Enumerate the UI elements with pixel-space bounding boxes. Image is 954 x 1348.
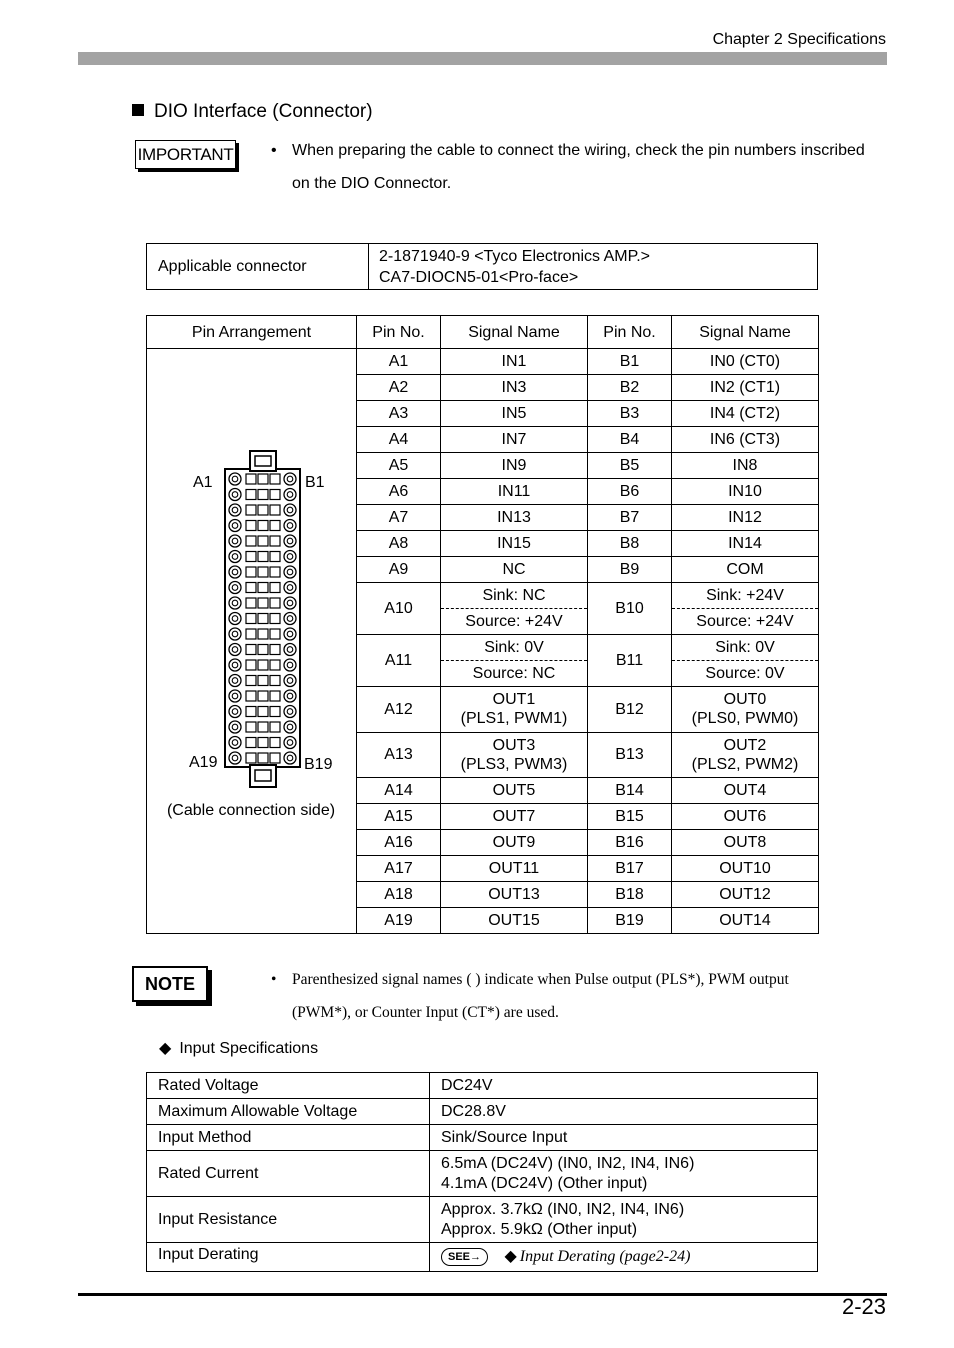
spec-value: DC28.8V xyxy=(430,1099,818,1125)
pin-slot xyxy=(258,738,268,748)
pin-a-contact-inner xyxy=(232,523,238,529)
connector-label: Applicable connector xyxy=(147,244,369,290)
see-reference-icon xyxy=(441,1248,488,1266)
pin-a-contact-inner xyxy=(232,755,238,761)
note-line-1: Parenthesized signal names ( ) indicate when Pulse output (PLS*), PWM output xyxy=(292,971,789,988)
pin-b-contact-inner xyxy=(287,554,293,560)
pin-a: A5 xyxy=(357,453,441,479)
label-a19: A19 xyxy=(189,754,218,771)
signal-a: OUT11 xyxy=(441,855,588,881)
note-badge: NOTE xyxy=(132,966,208,1002)
signal-a-sink: Sink: NC xyxy=(441,583,587,609)
signal-a: OUT15 xyxy=(441,907,588,933)
signal-b-source: Source: +24V xyxy=(696,613,794,631)
bullet-dot: • xyxy=(271,971,277,988)
pin-b-contact-inner xyxy=(287,507,293,513)
pin-slot xyxy=(270,691,280,701)
pin-slot xyxy=(258,521,268,531)
diamond-icon: ◆ xyxy=(504,1248,517,1265)
pin-a: A14 xyxy=(357,777,441,803)
pin-b: B4 xyxy=(588,427,672,453)
pin-a: A4 xyxy=(357,427,441,453)
pin-slot xyxy=(258,567,268,577)
spec-value-line-1: Approx. 3.7kΩ (IN0, IN2, IN4, IN6) xyxy=(441,1200,685,1218)
connector-value-line-2: CA7-DIOCN5-01<Pro-face> xyxy=(379,268,579,286)
pin-slot xyxy=(246,645,256,655)
pin-a-contact-inner xyxy=(232,616,238,622)
signal-b-line-2: (PLS2, PWM2) xyxy=(691,755,799,773)
spec-label: Maximum Allowable Voltage xyxy=(147,1099,430,1125)
input-spec-heading-text: Input Specifications xyxy=(179,1040,319,1057)
signal-b: IN6 (CT3) xyxy=(672,427,819,453)
pin-slot xyxy=(246,536,256,546)
pin-b-contact-inner xyxy=(287,740,293,746)
signal-b: IN4 (CT2) xyxy=(672,401,819,427)
connector-diagram xyxy=(220,449,306,799)
signal-b-split xyxy=(672,635,819,687)
pin-slot xyxy=(270,722,280,732)
note-text xyxy=(271,963,852,1029)
pin-slot xyxy=(258,645,268,655)
connector-table xyxy=(146,243,818,290)
section-title xyxy=(132,101,373,123)
signal-a: OUT5 xyxy=(441,777,588,803)
pin-b-contact-inner xyxy=(287,523,293,529)
signal-a: IN15 xyxy=(441,531,588,557)
pin-b-contact-inner xyxy=(287,476,293,482)
signal-b-sink: Sink: +24V xyxy=(672,583,818,609)
important-line-2: on the DIO Connector. xyxy=(292,175,452,192)
header-pin-arrangement: Pin Arrangement xyxy=(147,316,357,349)
pin-slot xyxy=(258,474,268,484)
pin-slot xyxy=(246,505,256,515)
signal-a xyxy=(441,687,588,732)
pin-a: A9 xyxy=(357,557,441,583)
connector-value xyxy=(369,244,818,290)
pin-a: A8 xyxy=(357,531,441,557)
pin-slot xyxy=(270,629,280,639)
pin-slot xyxy=(258,505,268,515)
connector-latch-top-inner xyxy=(255,456,271,466)
pin-slot xyxy=(270,738,280,748)
pin-b: B14 xyxy=(588,777,672,803)
signal-b: IN14 xyxy=(672,531,819,557)
signal-b: IN0 (CT0) xyxy=(672,349,819,375)
pin-a-contact-inner xyxy=(232,678,238,684)
pin-a-contact-inner xyxy=(232,538,238,544)
pin-slot xyxy=(270,614,280,624)
signal-a: NC xyxy=(441,557,588,583)
section-title-text: DIO Interface (Connector) xyxy=(154,101,373,122)
pin-slot xyxy=(246,691,256,701)
pin-a: A11 xyxy=(357,635,441,687)
signal-b xyxy=(672,687,819,732)
signal-a: IN3 xyxy=(441,375,588,401)
signal-a: IN13 xyxy=(441,505,588,531)
pin-a: A1 xyxy=(357,349,441,375)
pin-slot xyxy=(270,583,280,593)
pin-b-contact-inner xyxy=(287,693,293,699)
pin-b-contact-inner xyxy=(287,569,293,575)
signal-b: OUT12 xyxy=(672,881,819,907)
header-signal-name-b: Signal Name xyxy=(672,316,819,349)
pin-b-contact-inner xyxy=(287,755,293,761)
important-line-1: When preparing the cable to connect the wiring, check the pin numbers inscribed xyxy=(292,142,865,159)
spec-label: Input Resistance xyxy=(147,1197,430,1243)
signal-a: IN1 xyxy=(441,349,588,375)
pin-a: A19 xyxy=(357,907,441,933)
pin-b: B11 xyxy=(588,635,672,687)
pin-slot xyxy=(270,490,280,500)
pin-slot xyxy=(258,490,268,500)
header-pin-no-a: Pin No. xyxy=(357,316,441,349)
pin-slot xyxy=(270,707,280,717)
pin-slot xyxy=(270,505,280,515)
pin-slot xyxy=(270,552,280,562)
signal-a-source: Source: +24V xyxy=(465,613,563,631)
pin-a: A12 xyxy=(357,687,441,732)
pin-a: A16 xyxy=(357,829,441,855)
connector-value-line-1: 2-1871940-9 <Tyco Electronics AMP.> xyxy=(379,247,650,265)
pin-a: A10 xyxy=(357,583,441,635)
signal-b: OUT8 xyxy=(672,829,819,855)
pin-a-contact-inner xyxy=(232,492,238,498)
pin-a-contact-inner xyxy=(232,569,238,575)
pin-slot xyxy=(258,629,268,639)
diamond-icon: ◆ xyxy=(159,1040,172,1057)
header-signal-name-a: Signal Name xyxy=(441,316,588,349)
signal-a xyxy=(441,732,588,777)
pin-slot xyxy=(258,536,268,546)
pin-a: A2 xyxy=(357,375,441,401)
pin-b: B17 xyxy=(588,855,672,881)
pin-a-contact-inner xyxy=(232,631,238,637)
pin-table xyxy=(146,315,819,934)
pin-slot xyxy=(270,660,280,670)
pin-b-contact-inner xyxy=(287,616,293,622)
pin-a-contact-inner xyxy=(232,724,238,730)
pin-a-contact-inner xyxy=(232,476,238,482)
pin-a-contact-inner xyxy=(232,585,238,591)
input-derating-link-text: Input Derating (page2-24) xyxy=(519,1248,691,1265)
pin-slot xyxy=(246,490,256,500)
signal-b: OUT10 xyxy=(672,855,819,881)
pin-b-contact-inner xyxy=(287,724,293,730)
pin-a: A7 xyxy=(357,505,441,531)
signal-a-line-1: OUT1 xyxy=(492,691,536,709)
pin-a-contact-inner xyxy=(232,709,238,715)
signal-b: OUT4 xyxy=(672,777,819,803)
pin-slot xyxy=(246,583,256,593)
pin-slot xyxy=(270,474,280,484)
pin-b-contact-inner xyxy=(287,600,293,606)
pin-b: B2 xyxy=(588,375,672,401)
pin-slot xyxy=(270,676,280,686)
pin-b: B7 xyxy=(588,505,672,531)
pin-slot xyxy=(270,645,280,655)
connector-latch-bottom-inner xyxy=(255,770,271,781)
pin-slot xyxy=(246,676,256,686)
pin-slot xyxy=(246,707,256,717)
signal-b-split xyxy=(672,583,819,635)
pin-b-contact-inner xyxy=(287,492,293,498)
signal-b-line-1: OUT2 xyxy=(723,736,767,754)
signal-b: OUT14 xyxy=(672,907,819,933)
pin-slot xyxy=(270,598,280,608)
page-number: 2-23 xyxy=(841,1294,886,1319)
important-text xyxy=(271,134,892,200)
signal-a: IN9 xyxy=(441,453,588,479)
pin-slot xyxy=(258,660,268,670)
pin-a-contact-inner xyxy=(232,554,238,560)
signal-b xyxy=(672,732,819,777)
signal-b-line-2: (PLS0, PWM0) xyxy=(691,710,799,728)
pin-b: B6 xyxy=(588,479,672,505)
pin-slot xyxy=(246,660,256,670)
pin-slot xyxy=(258,552,268,562)
pin-slot xyxy=(246,474,256,484)
pin-slot xyxy=(258,676,268,686)
pin-b: B12 xyxy=(588,687,672,732)
pin-slot xyxy=(246,552,256,562)
square-bullet-icon xyxy=(132,104,144,116)
input-spec-table xyxy=(146,1072,818,1272)
pin-arrangement-cell xyxy=(147,349,357,934)
signal-a-sink: Sink: 0V xyxy=(441,635,587,661)
label-b19: B19 xyxy=(304,756,333,773)
pin-b: B15 xyxy=(588,803,672,829)
pin-b: B3 xyxy=(588,401,672,427)
pin-b-contact-inner xyxy=(287,631,293,637)
pin-a: A3 xyxy=(357,401,441,427)
signal-b-source: Source: 0V xyxy=(705,665,785,683)
pin-b-contact-inner xyxy=(287,538,293,544)
signal-a-line-1: OUT3 xyxy=(492,736,536,754)
signal-b-line-1: OUT0 xyxy=(723,691,767,709)
signal-a: OUT13 xyxy=(441,881,588,907)
pin-b: B8 xyxy=(588,531,672,557)
pin-a-contact-inner xyxy=(232,740,238,746)
pin-slot xyxy=(246,521,256,531)
pin-slot xyxy=(246,753,256,763)
pin-a: A15 xyxy=(357,803,441,829)
pin-slot xyxy=(258,753,268,763)
pin-b-contact-inner xyxy=(287,585,293,591)
pin-b-contact-inner xyxy=(287,662,293,668)
input-derating-link[interactable] xyxy=(504,1248,690,1265)
signal-a-line-2: (PLS1, PWM1) xyxy=(460,710,568,728)
pin-slot xyxy=(246,722,256,732)
pin-slot xyxy=(258,691,268,701)
pin-b: B13 xyxy=(588,732,672,777)
pin-b-contact-inner xyxy=(287,678,293,684)
pin-slot xyxy=(246,598,256,608)
signal-a-split xyxy=(441,635,588,687)
pin-slot xyxy=(270,536,280,546)
note-line-2: (PWM*), or Counter Input (CT*) are used. xyxy=(292,1004,559,1021)
pin-slot xyxy=(270,521,280,531)
pin-slot xyxy=(270,567,280,577)
signal-a: IN11 xyxy=(441,479,588,505)
pin-b: B9 xyxy=(588,557,672,583)
pin-a-contact-inner xyxy=(232,600,238,606)
signal-b: COM xyxy=(672,557,819,583)
pin-b: B19 xyxy=(588,907,672,933)
see-label: SEE xyxy=(448,1251,471,1263)
spec-value xyxy=(430,1151,818,1197)
pin-slot xyxy=(258,614,268,624)
arrow-right-icon: → xyxy=(470,1251,482,1263)
spec-label: Input Method xyxy=(147,1125,430,1151)
input-spec-heading xyxy=(159,1038,318,1058)
pin-b: B16 xyxy=(588,829,672,855)
spec-value: DC24V xyxy=(430,1073,818,1099)
spec-value-line-2: Approx. 5.9kΩ (Other input) xyxy=(441,1220,638,1238)
pin-b-contact-inner xyxy=(287,647,293,653)
important-badge: IMPORTANT xyxy=(135,140,236,169)
header-bar xyxy=(78,52,887,65)
signal-b: OUT6 xyxy=(672,803,819,829)
signal-a: IN5 xyxy=(441,401,588,427)
pin-slot xyxy=(246,567,256,577)
pin-slot xyxy=(258,722,268,732)
spec-value-line-2: 4.1mA (DC24V) (Other input) xyxy=(441,1174,648,1192)
pin-slot xyxy=(246,738,256,748)
pin-slot xyxy=(258,707,268,717)
signal-a: IN7 xyxy=(441,427,588,453)
signal-b: IN12 xyxy=(672,505,819,531)
bullet-dot: • xyxy=(271,142,277,159)
signal-b: IN8 xyxy=(672,453,819,479)
spec-label: Rated Current xyxy=(147,1151,430,1197)
pin-a-contact-inner xyxy=(232,693,238,699)
spec-value xyxy=(430,1197,818,1243)
diagram-caption: (Cable connection side) xyxy=(166,802,336,819)
signal-b: IN10 xyxy=(672,479,819,505)
label-a1: A1 xyxy=(193,474,213,491)
spec-value-line-1: 6.5mA (DC24V) (IN0, IN2, IN4, IN6) xyxy=(441,1154,695,1172)
label-b1: B1 xyxy=(305,474,325,491)
pin-a: A17 xyxy=(357,855,441,881)
pin-slot xyxy=(258,583,268,593)
signal-a: OUT9 xyxy=(441,829,588,855)
pin-a: A6 xyxy=(357,479,441,505)
signal-a-source: Source: NC xyxy=(472,665,556,683)
pin-b-contact-inner xyxy=(287,709,293,715)
spec-value-link xyxy=(430,1243,818,1272)
pin-a-contact-inner xyxy=(232,507,238,513)
signal-b: IN2 (CT1) xyxy=(672,375,819,401)
pin-b: B5 xyxy=(588,453,672,479)
pin-slot xyxy=(258,598,268,608)
pin-a-contact-inner xyxy=(232,647,238,653)
pin-slot xyxy=(246,614,256,624)
signal-a: OUT7 xyxy=(441,803,588,829)
spec-label: Input Derating xyxy=(147,1243,430,1272)
pin-slot xyxy=(246,629,256,639)
pin-b: B1 xyxy=(588,349,672,375)
pin-b: B10 xyxy=(588,583,672,635)
pin-b: B18 xyxy=(588,881,672,907)
header-pin-no-b: Pin No. xyxy=(588,316,672,349)
signal-a-line-2: (PLS3, PWM3) xyxy=(460,755,568,773)
signal-a-split xyxy=(441,583,588,635)
pin-a: A13 xyxy=(357,732,441,777)
signal-b-sink: Sink: 0V xyxy=(672,635,818,661)
pin-slot xyxy=(270,753,280,763)
pin-a-contact-inner xyxy=(232,662,238,668)
pin-a: A18 xyxy=(357,881,441,907)
spec-value: Sink/Source Input xyxy=(430,1125,818,1151)
spec-label: Rated Voltage xyxy=(147,1073,430,1099)
chapter-header: Chapter 2 Specifications xyxy=(712,31,886,48)
